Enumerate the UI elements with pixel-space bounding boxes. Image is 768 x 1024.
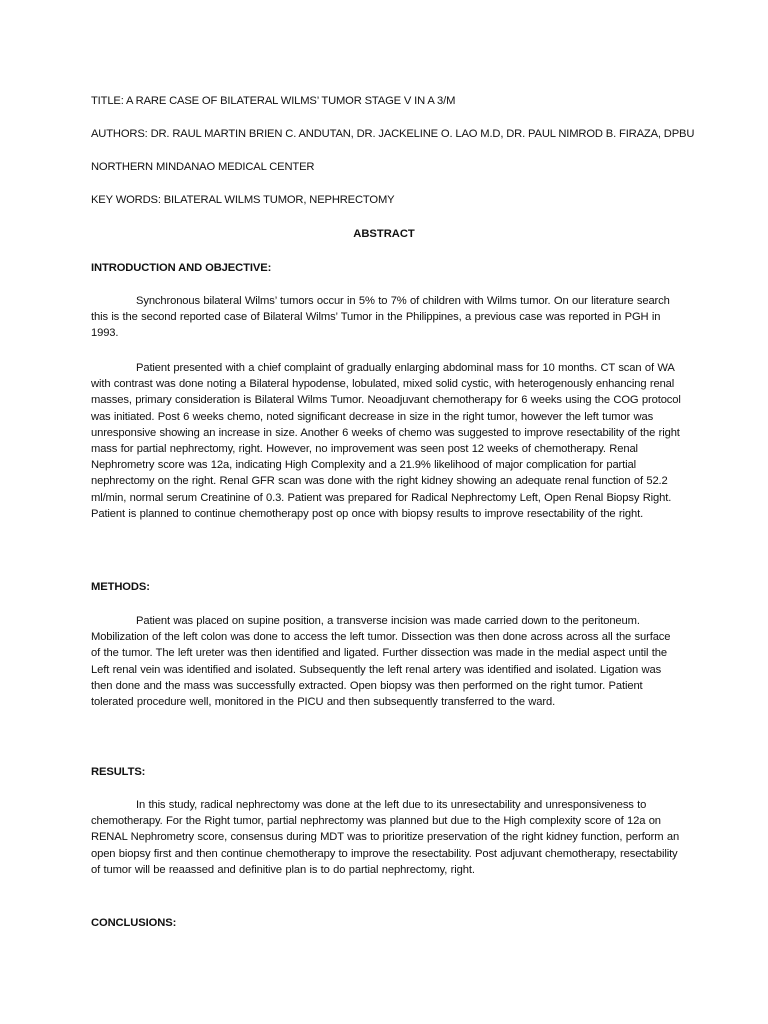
results-paragraph-1: In this study, radical nephrectomy was done at the left due to its unresectability and unresponsiveness to chemotherapy. For the Right tumor, partial nephrectomy was planned but due to the High complexity score of 12a on RENAL Nephrometry score, consensus during MDT was to prioritize preservation of the right kidney function, perform an open biopsy first and then continue chemotherapy to improve the resectability. Post adjuvant chemotherapy, resectability of tumor will be reaassed and definitive plan is to do partial nephrectomy, right. — [91, 799, 680, 876]
paper-title: TITLE: A RARE CASE OF BILATERAL WILMS’ TUMOR STAGE V IN A 3/M — [91, 95, 456, 107]
paper-institution: NORTHERN MINDANAO MEDICAL CENTER — [91, 161, 315, 173]
methods-heading: METHODS: — [91, 581, 150, 593]
abstract-heading: ABSTRACT — [353, 228, 415, 240]
paper-authors: AUTHORS: DR. RAUL MARTIN BRIEN C. ANDUTAN, DR. JACKELINE O. LAO M.D, DR. PAUL NIMROD B. FIRAZA, DPBU — [91, 128, 695, 140]
methods-paragraph-1: Patient was placed on supine position, a transverse incision was made carried down to the peritoneum. Mobilization of the left colon was done to access the left tumor. Dissection was then done across across all the surface of the tumor. The left ureter was then identified and ligated. Further dissection was made in the medial aspect until the Left renal vein was identified and isolated. Subsequently the left renal artery was identified and isolated. Ligation was then done and the mass was successfully extracted. Open biopsy was then performed on the right tumor. Patient tolerated procedure well, monitored in the PICU and then subsequently transferred to the ward. — [91, 615, 671, 709]
conclusions-heading: CONCLUSIONS: — [91, 917, 177, 929]
introduction-paragraph-1: Synchronous bilateral Wilms’ tumors occur in 5% to 7% of children with Wilms tumor. On our literature search this is the second reported case of Bilateral Wilms’ Tumor in the Philippines, a previous case was reported in PGH in 1993. — [91, 295, 670, 340]
paper-keywords: KEY WORDS: BILATERAL WILMS TUMOR, NEPHRECTOMY — [91, 194, 395, 206]
results-heading: RESULTS: — [91, 766, 146, 778]
introduction-paragraph-2: Patient presented with a chief complaint of gradually enlarging abdominal mass for 10 months. CT scan of WA with contrast was done noting a Bilateral hypodense, lobulated, mixed solid cystic, with heterogenously enhancing renal masses, primary consideration is Bilateral Wilms Tumor. Neoadjuvant chemotherapy for 6 weeks using the COG protocol was initiated. Post 6 weeks chemo, noted significant decrease in size in the right tumor, however the left tumor was unresponsive showing an increase in size. Another 6 weeks of chemo was suggested to improve resectability of the right mass for partial nephrectomy, right. However, no improvement was seen post 12 weeks of chemotherapy. Renal Nephrometry score was 12a, indicating High Complexity and a 21.9% likelihood of major complication for partial nephrectomy on the right. Renal GFR scan was done with the right kidney showing an adequate renal function of 52.2 ml/min, normal serum Creatinine of 0.3. Patient was prepared for Radical Nephrectomy Left, Open Renal Biopsy Right. Patient is planned to continue chemotherapy post op once with biopsy results to improve resectability of the right. — [91, 362, 681, 520]
introduction-heading: INTRODUCTION AND OBJECTIVE: — [91, 262, 272, 274]
